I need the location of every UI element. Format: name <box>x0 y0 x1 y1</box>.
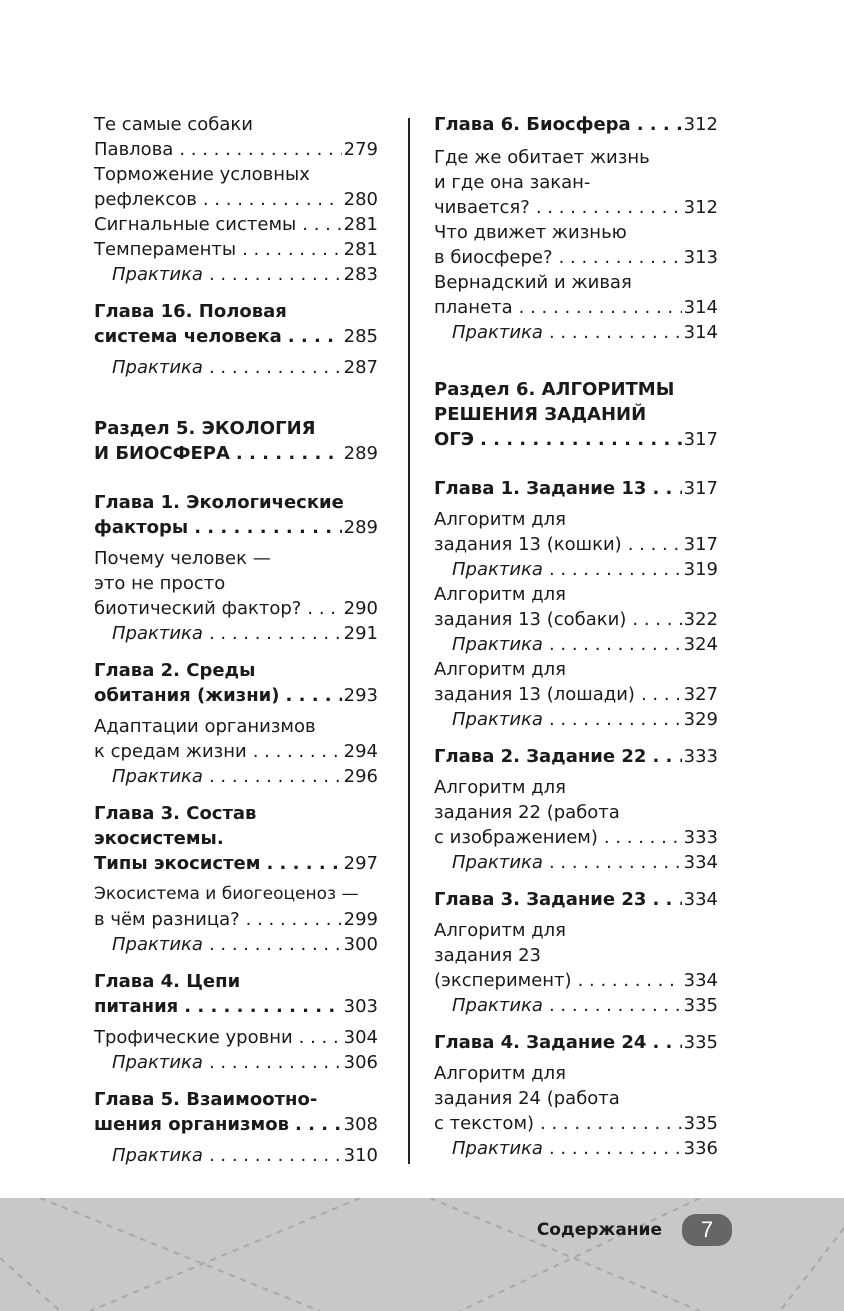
entry-title-line: Раздел 6. АЛГОРИТМЫ <box>434 379 675 400</box>
leader-dots <box>209 1143 342 1168</box>
page-number: 308 <box>343 1114 378 1135</box>
leader-dots <box>295 1112 342 1137</box>
entry-title-line: Глава 1. Экологические <box>94 492 344 513</box>
page-number: 334 <box>683 970 718 991</box>
page-number: 312 <box>683 114 718 135</box>
entry-title-line: Алгоритм для <box>434 920 566 941</box>
leader-dots <box>652 887 681 912</box>
entry-title-line: Экосистема и биогеоценоз — <box>94 884 359 904</box>
entry-title-line: Глава 5. Взаимоотно- <box>94 1089 318 1110</box>
toc-chapter[interactable] <box>94 299 378 349</box>
toc-entry[interactable] <box>434 582 718 632</box>
entry-title-line: Адаптации организмов <box>94 716 316 737</box>
toc-chapter[interactable] <box>434 476 718 501</box>
toc-entry[interactable] <box>94 112 378 162</box>
entry-title: в биосфере? <box>434 247 553 268</box>
toc-left-column <box>94 112 378 1168</box>
entry-title: Практика <box>112 934 203 955</box>
toc-practice-entry[interactable] <box>452 632 718 657</box>
entry-title-line: задания 23 <box>434 945 541 966</box>
leader-dots <box>209 764 342 789</box>
leader-dots <box>209 355 342 380</box>
leader-dots <box>519 295 682 320</box>
entry-title: с изображением) <box>434 827 598 848</box>
page-number: 291 <box>343 623 378 644</box>
entry-title: Глава 1. Задание 13 <box>434 478 647 499</box>
entry-title: система человека <box>94 326 282 347</box>
page-number: 306 <box>343 1052 378 1073</box>
toc-entry[interactable] <box>434 918 718 993</box>
leader-dots <box>549 320 682 345</box>
page-number: 279 <box>343 139 378 160</box>
entry-title: Глава 6. Биосфера <box>434 114 631 135</box>
leader-dots <box>307 596 341 621</box>
entry-title: Практика <box>112 1145 203 1166</box>
leader-dots <box>637 112 682 137</box>
toc-entry[interactable] <box>434 145 718 220</box>
toc-chapter[interactable] <box>94 1087 378 1137</box>
page-number: 290 <box>343 598 378 619</box>
entry-title: с текстом) <box>434 1113 535 1134</box>
entry-title: Типы экосистем <box>94 853 261 874</box>
entry-title-line: Вернадский и живая <box>434 272 632 293</box>
toc-practice-entry[interactable] <box>452 320 718 345</box>
page-number: 294 <box>343 741 378 762</box>
leader-dots <box>203 187 342 212</box>
leader-dots <box>209 621 342 646</box>
page-number: 296 <box>343 766 378 787</box>
page-number: 334 <box>683 889 718 910</box>
toc-practice-entry[interactable] <box>452 707 718 732</box>
page-number: 322 <box>683 609 718 630</box>
entry-title: Практика <box>112 1052 203 1073</box>
toc-entry[interactable] <box>94 546 378 621</box>
leader-dots <box>288 324 342 349</box>
entry-title-line: и где она закан- <box>434 172 591 193</box>
page-number: 304 <box>343 1027 378 1048</box>
toc-practice-entry[interactable] <box>112 932 378 957</box>
leader-dots <box>266 851 341 876</box>
toc-right-column <box>434 112 718 1161</box>
entry-title-line: Алгоритм для <box>434 509 566 530</box>
toc-practice-entry[interactable] <box>112 764 378 789</box>
toc-practice-entry[interactable] <box>452 557 718 582</box>
entry-title: планета <box>434 297 513 318</box>
leader-dots <box>480 427 682 452</box>
toc-entry[interactable] <box>434 270 718 320</box>
toc-practice-entry[interactable] <box>452 850 718 875</box>
entry-title: Практика <box>452 995 543 1016</box>
leader-dots <box>285 683 341 708</box>
entry-title-line: Почему человек — <box>94 548 271 569</box>
leader-dots <box>209 1050 342 1075</box>
entry-title-line: Глава 16. Половая <box>94 301 287 322</box>
page-number: 289 <box>343 443 378 464</box>
entry-title-line: Те самые собаки <box>94 114 253 135</box>
leader-dots <box>652 744 681 769</box>
entry-title: шения организмов <box>94 1114 289 1135</box>
page-number: 317 <box>683 534 718 555</box>
entry-title-line: экосистемы. <box>94 828 224 849</box>
page-number: 335 <box>683 1113 718 1134</box>
leader-dots <box>549 707 682 732</box>
entry-title-line: Глава 4. Цепи <box>94 971 241 992</box>
leader-dots <box>246 907 342 932</box>
entry-title: задания 13 (собаки) <box>434 609 627 630</box>
toc-chapter[interactable] <box>94 969 378 1019</box>
toc-entry[interactable] <box>94 882 378 932</box>
entry-title: к средам жизни <box>94 741 247 762</box>
page-number: 327 <box>683 684 718 705</box>
toc-practice-entry[interactable] <box>452 993 718 1018</box>
page-number: 297 <box>343 853 378 874</box>
toc-entry[interactable] <box>434 220 718 270</box>
entry-title-line: Где же обитает жизнь <box>434 147 650 168</box>
entry-title: факторы <box>94 517 189 538</box>
entry-title: И БИОСФЕРА <box>94 443 230 464</box>
leader-dots <box>549 632 682 657</box>
leader-dots <box>302 212 341 237</box>
toc-entry[interactable] <box>94 714 378 764</box>
leader-dots <box>540 1111 682 1136</box>
page-number: 281 <box>343 239 378 260</box>
entry-title-line: Торможение условных <box>94 164 310 185</box>
page-number: 335 <box>683 1032 718 1053</box>
page-number: 336 <box>683 1138 718 1159</box>
leader-dots <box>179 137 341 162</box>
entry-title: чивается? <box>434 197 530 218</box>
leader-dots <box>549 1136 682 1161</box>
entry-title: Практика <box>452 709 543 730</box>
leader-dots <box>549 993 682 1018</box>
entry-title-line: Глава 2. Среды <box>94 660 256 681</box>
leader-dots <box>209 932 342 957</box>
toc-entry[interactable] <box>94 237 378 262</box>
entry-title-line: Что движет жизнью <box>434 222 627 243</box>
toc-chapter[interactable] <box>434 887 718 912</box>
entry-title-line: Раздел 5. ЭКОЛОГИЯ <box>94 418 316 439</box>
leader-dots <box>652 1030 681 1055</box>
page-number: 312 <box>683 197 718 218</box>
entry-title: задания 13 (лошади) <box>434 684 635 705</box>
page-number-badge: 7 <box>682 1214 732 1246</box>
entry-title-line: Глава 3. Состав <box>94 803 257 824</box>
toc-section[interactable] <box>434 377 718 452</box>
page-number: 335 <box>683 995 718 1016</box>
toc-chapter[interactable] <box>94 490 378 540</box>
entry-title: Павлова <box>94 139 174 160</box>
page-number: 285 <box>343 326 378 347</box>
leader-dots <box>628 532 682 557</box>
entry-title: Практика <box>112 766 203 787</box>
toc-entry[interactable] <box>94 212 378 237</box>
entry-title: Темпераменты <box>94 239 237 260</box>
page-number: 281 <box>343 214 378 235</box>
toc-chapter[interactable] <box>94 658 378 708</box>
entry-title: в чём разница? <box>94 909 240 930</box>
entry-title: Глава 2. Задание 22 <box>434 746 647 767</box>
page-number: 293 <box>343 685 378 706</box>
toc-practice-entry[interactable] <box>112 621 378 646</box>
entry-title-line: РЕШЕНИЯ ЗАДАНИЙ <box>434 404 647 425</box>
page-number: 333 <box>683 827 718 848</box>
page-number: 317 <box>683 478 718 499</box>
toc-chapter[interactable] <box>434 1030 718 1055</box>
toc-chapter[interactable] <box>94 801 378 876</box>
page-number: 299 <box>343 909 378 930</box>
entry-title: обитания (жизни) <box>94 685 280 706</box>
entry-title: Практика <box>112 357 203 378</box>
leader-dots <box>549 557 682 582</box>
entry-title: питания <box>94 996 179 1017</box>
entry-title: Практика <box>452 559 543 580</box>
entry-title-line: Алгоритм для <box>434 777 566 798</box>
page-number: 287 <box>343 357 378 378</box>
leader-dots <box>242 237 342 262</box>
page-number: 280 <box>343 189 378 210</box>
page-number: 310 <box>343 1145 378 1166</box>
toc-practice-entry[interactable] <box>112 262 378 287</box>
entry-title-line: это не просто <box>94 573 226 594</box>
page-number: 324 <box>683 634 718 655</box>
leader-dots <box>236 441 342 466</box>
leader-dots <box>299 1025 342 1050</box>
entry-title: Практика <box>452 322 543 343</box>
page-number: 314 <box>683 322 718 343</box>
page-number: 303 <box>343 996 378 1017</box>
leader-dots <box>641 682 682 707</box>
entry-title: Практика <box>112 264 203 285</box>
leader-dots <box>184 994 341 1019</box>
toc-entry[interactable] <box>434 507 718 557</box>
page-number: 300 <box>343 934 378 955</box>
page-number: 313 <box>683 247 718 268</box>
page-number: 314 <box>683 297 718 318</box>
toc-chapter[interactable] <box>434 744 718 769</box>
page-number: 317 <box>683 429 718 450</box>
entry-title: Глава 4. Задание 24 <box>434 1032 647 1053</box>
column-divider <box>408 118 410 1164</box>
toc-practice-entry[interactable] <box>112 1050 378 1075</box>
entry-title-line: задания 24 (работа <box>434 1088 620 1109</box>
toc-practice-entry[interactable] <box>112 355 378 380</box>
entry-title-line: задания 22 (работа <box>434 802 620 823</box>
page-number: 319 <box>683 559 718 580</box>
leader-dots <box>549 850 682 875</box>
entry-title: задания 13 (кошки) <box>434 534 622 555</box>
leader-dots <box>604 825 682 850</box>
entry-title: Практика <box>112 623 203 644</box>
entry-title: Сигнальные системы <box>94 214 297 235</box>
toc-section[interactable] <box>94 416 378 466</box>
leader-dots <box>209 262 342 287</box>
entry-title: (эксперимент) <box>434 970 572 991</box>
page-number: 289 <box>343 517 378 538</box>
toc-entry[interactable] <box>434 1061 718 1136</box>
page-number: 334 <box>683 852 718 873</box>
leader-dots <box>559 245 682 270</box>
entry-title-line: Алгоритм для <box>434 659 566 680</box>
entry-title: Глава 3. Задание 23 <box>434 889 647 910</box>
entry-title-line: Алгоритм для <box>434 1063 566 1084</box>
entry-title: биотический фактор? <box>94 598 302 619</box>
toc-chapter[interactable] <box>434 112 718 137</box>
entry-title: ОГЭ <box>434 429 474 450</box>
leader-dots <box>578 968 682 993</box>
footer-section-label: Содержание <box>536 1220 662 1240</box>
leader-dots <box>536 195 682 220</box>
entry-title: рефлексов <box>94 189 197 210</box>
toc-entry[interactable] <box>94 162 378 212</box>
toc-practice-entry[interactable] <box>452 1136 718 1161</box>
toc-entry[interactable] <box>434 657 718 707</box>
entry-title: Трофические уровни <box>94 1027 293 1048</box>
toc-entry[interactable] <box>434 775 718 850</box>
entry-title: Практика <box>452 1138 543 1159</box>
entry-title: Практика <box>452 852 543 873</box>
toc-practice-entry[interactable] <box>112 1143 378 1168</box>
leader-dots <box>632 607 681 632</box>
entry-title: Практика <box>452 634 543 655</box>
leader-dots <box>194 515 341 540</box>
entry-title-line: Алгоритм для <box>434 584 566 605</box>
leader-dots <box>253 739 342 764</box>
page-number: 333 <box>683 746 718 767</box>
leader-dots <box>652 476 681 501</box>
page-number: 283 <box>343 264 378 285</box>
page-number: 329 <box>683 709 718 730</box>
toc-entry[interactable] <box>94 1025 378 1050</box>
